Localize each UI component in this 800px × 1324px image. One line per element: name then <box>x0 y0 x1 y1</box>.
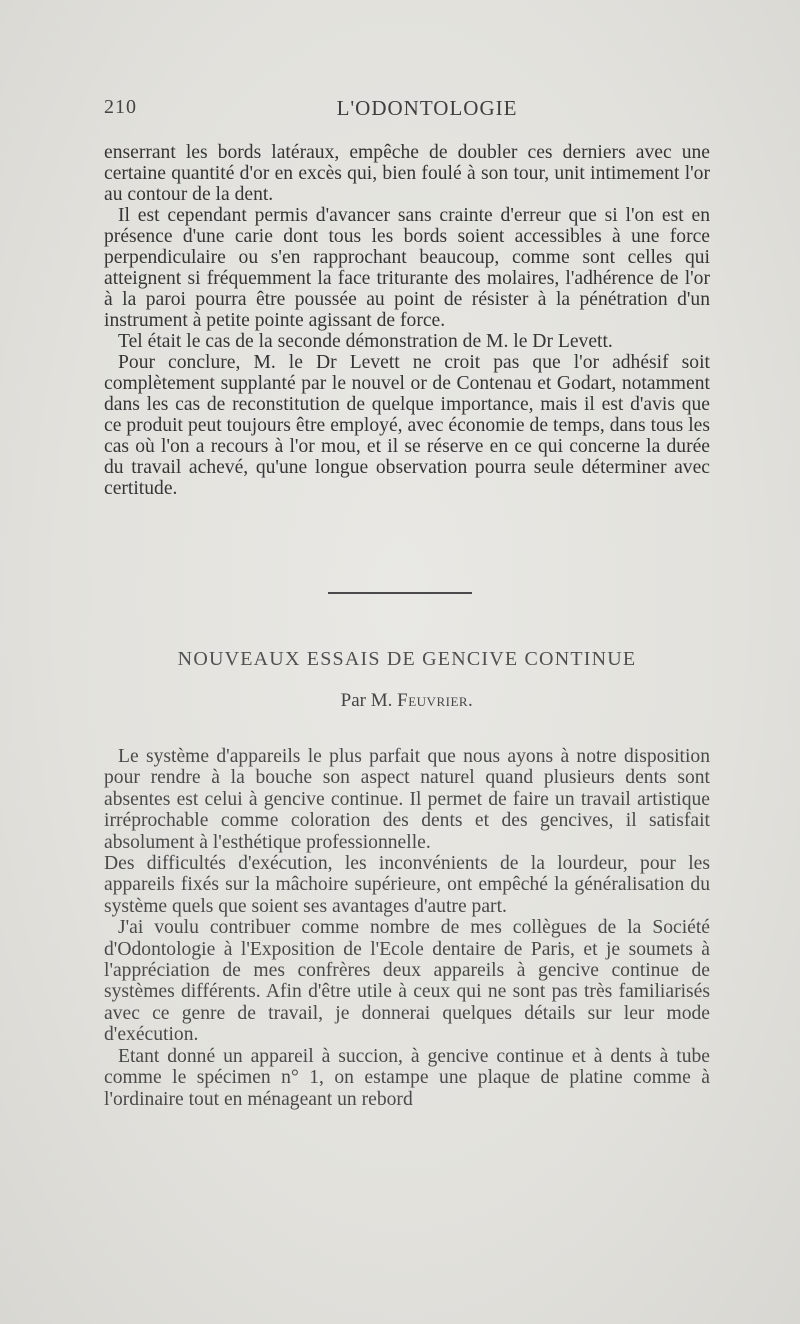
paragraph: Il est cependant permis d'avancer sans crainte d'erreur que si l'on est en présence d'une carie dont tous les bords soient accessibles à une force perpendiculaire ou s'en rapprochant beaucoup, comme sont celles qui atteignent si fréquemment la face triturante des molaires, l'adhérence de l'or à la paroi pourra être poussée au point de résister à la pénétration d'un instrument à petite pointe agissant de force. <box>104 205 710 331</box>
paragraph: Des difficultés d'exécution, les inconvénients de la lourdeur, pour les appareils fixés sur la mâchoire supérieure, ont empêché la généralisation du système quels que soient ses avantages d'autre part. <box>104 853 710 917</box>
article-title: NOUVEAUX ESSAIS DE GENCIVE CONTINUE <box>177 648 637 670</box>
paragraph: J'ai voulu contribuer comme nombre de mes collègues de la Société d'Odontologie à l'Exposition de l'Ecole dentaire de Paris, et je soumets à l'appréciation de mes confrères deux appareils à gencive continue de systèmes différents. Afin d'être utile à ceux qui ne sont pas très familiarisés avec ce genre de travail, je donnerai quelques détails sur leur mode d'exécution. <box>104 917 710 1046</box>
paragraph: Etant donné un appareil à succion, à gencive continue et à dents à tube comme le spécimen n° 1, on estampe une plaque de platine comme à l'ordinaire tout en ménageant un rebord <box>104 1045 710 1110</box>
paragraph: enserrant les bords latéraux, empêche de doubler ces derniers avec une certaine quantité d'or en excès qui, bien foulé à son tour, unit intimement l'or au contour de la dent. <box>104 142 710 205</box>
page-number: 210 <box>104 96 137 118</box>
section-divider <box>328 592 472 594</box>
author-name: Feuvrier. <box>397 690 474 711</box>
paragraph: Le système d'appareils le plus parfait que nous ayons à notre disposition pour rendre à la bouche son aspect naturel quand plusieurs dents sont absentes est celui à gencive continue. Il permet de faire un travail artistique irréprochable comme coloration des dents et des gencives, il satisfait absolument à l'esthétique professionnelle. <box>104 746 710 853</box>
paragraph: Tel était le cas de la seconde démonstration de M. le Dr Levett. <box>118 331 613 352</box>
journal-title: L'ODONTOLOGIE <box>336 96 518 120</box>
byline-prefix: Par M. <box>340 690 393 711</box>
running-header <box>104 96 710 126</box>
byline <box>104 690 710 712</box>
paragraph: Pour conclure, M. le Dr Levett ne croit pas que l'or adhésif soit complètement supplanté par le nouvel or de Contenau et Godart, notamment dans les cas de reconstitution de quelque importance, mais il est d'avis que ce produit peut toujours être employé, avec économie de temps, dans tous les cas où l'on a recours à l'or mou, et il se réserve en ce qui concerne la durée du travail achevé, qu'une longue observation pourra seule déterminer avec certitude. <box>104 352 710 499</box>
previous-article-text <box>104 142 710 499</box>
article-body <box>104 746 710 1110</box>
